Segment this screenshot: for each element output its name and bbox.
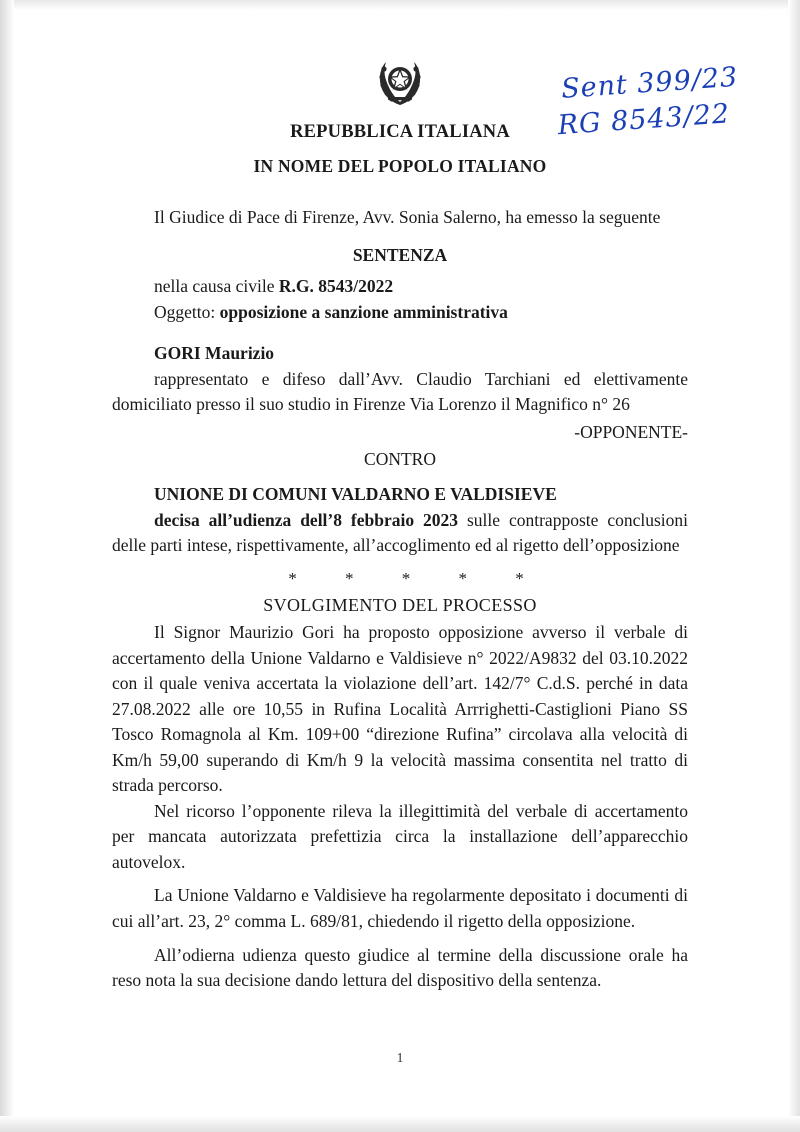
star-separator: * * * * * (288, 569, 546, 589)
paragraph-4: All’odierna udienza questo giudice al termine della discussione orale ha reso nota la sua decisione dando lettura del dispositivo della sentenza. (112, 944, 688, 991)
paragraph-3: La Unione Valdarno e Valdisieve ha regolarmente depositato i documenti di cui all’art. 23, 2° comma L. 689/81, chiedendo il rigetto della opposizione. (112, 885, 688, 932)
opponent-description: rappresentato e difeso dall’Avv. Claudio Tarchiani ed elettivamente domiciliato presso il suo studio in Firenze Via Lorenzo il Magnifico n° 26 (112, 368, 688, 415)
case-number-value: R.G. 8543/2022 (278, 276, 394, 297)
opponent-role: -OPPONENTE- (574, 421, 688, 442)
scan-edge-left (0, 0, 14, 1132)
contro-label: CONTRO (364, 448, 436, 469)
case-number-line (112, 274, 688, 300)
handwritten-rg-number: RG 8543/22 (556, 98, 732, 142)
document-content (112, 56, 688, 994)
scan-edge-top (0, 0, 800, 10)
republic-heading: REPUBBLICA ITALIANA (290, 122, 510, 142)
respondent-name: UNIONE DI COMUNI VALDARNO E VALDISIEVE (154, 484, 557, 505)
handwritten-sentence-number: Sent 399/23 (560, 61, 740, 105)
decision-paragraph (112, 508, 688, 559)
paragraph-2: Nel ricorso l’opponente rileva la illegittimità del verbale di accertamento per mancata autorizzata prefettizia circa la installazione dell’apparecchio autovelox. (112, 800, 688, 872)
paragraph-1: Il Signor Maurizio Gori ha proposto opposizione avverso il verbale di accertamento della Unione Valdarno e Valdisieve n° 2022/A9832 del 03.10.2022 con il quale veniva accertata la violazione dell’art. 142/7° C.d.S. perché in data 27.08.2022 alle ore 10,55 in Rufina Località Arrrighetti-Castiglioni Piano SS Tosco Romagnola al Km. 109+00 “direzione Rufina” circolava alla velocità di Km/h 59,00 superando di Km/h 9 la velocità massima consentita nel tratto di strada percorso. (112, 622, 688, 796)
scan-edge-right (788, 0, 800, 1132)
people-heading: IN NOME DEL POPOLO ITALIANO (253, 155, 547, 176)
scan-edge-bottom (0, 1116, 800, 1132)
page-number: 1 (396, 1050, 404, 1065)
opponent-name: GORI Maurizio (154, 343, 275, 364)
section-title-svolgimento: SVOLGIMENTO DEL PROCESSO (263, 595, 537, 616)
object-label: Oggetto: (154, 301, 220, 322)
object-value: opposizione a sanzione amministrativa (219, 301, 508, 322)
decision-rest: sulle contrapposte conclusioni delle parti intese, rispettivamente, all’accoglimento ed al rigetto dell’opposizione (112, 509, 689, 556)
intro-paragraph: Il Giudice di Pace di Firenze, Avv. Sonia Salerno, ha emesso la seguente (154, 207, 661, 227)
decision-date: decisa all’udienza dell’8 febbraio 2023 (154, 509, 459, 530)
italian-republic-emblem (112, 56, 688, 113)
object-line (112, 300, 688, 326)
sentenza-title: SENTENZA (352, 244, 448, 265)
case-number-label: nella causa civile (154, 276, 279, 297)
